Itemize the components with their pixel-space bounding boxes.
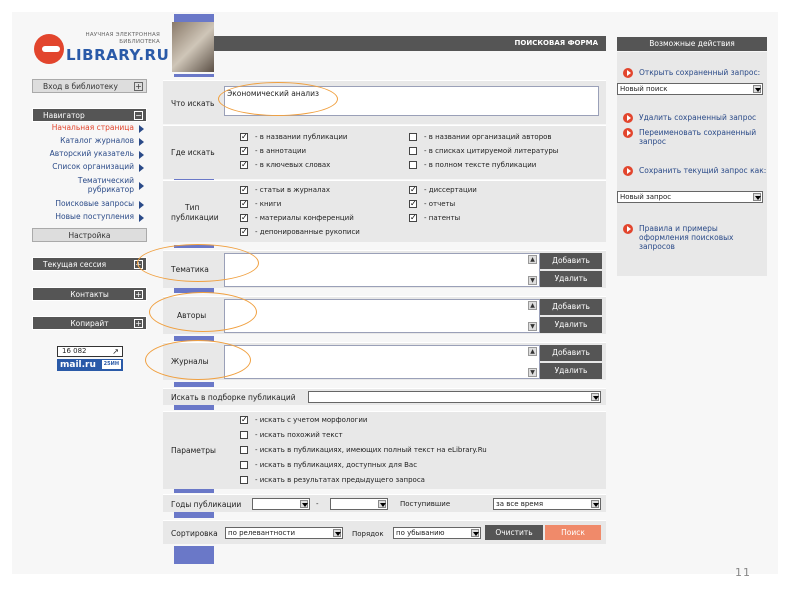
header-title: ПОИСКОВАЯ ФОРМА (514, 39, 598, 47)
query-text: Экономический анализ (227, 89, 319, 98)
search-form-header (214, 36, 606, 51)
journals-label: Журналы (171, 357, 209, 366)
param-morphology-checkbox[interactable]: ✓ (241, 415, 248, 424)
authors-add-button[interactable] (540, 299, 602, 315)
where-label: Где искать (171, 148, 215, 157)
authors-list[interactable] (224, 299, 540, 333)
type-conferences-checkbox[interactable]: ✓ (241, 213, 248, 222)
remove-label: Удалить (554, 366, 588, 375)
order-label: Порядок (352, 530, 384, 538)
scroll-down-icon[interactable]: ▼ (528, 276, 537, 285)
type-label: Тип (185, 203, 200, 212)
settings-button[interactable] (32, 228, 147, 242)
type-patents-checkbox[interactable]: ✓ (410, 213, 417, 222)
where-abstract-checkbox[interactable]: ✓ (241, 146, 248, 155)
open-saved-label: Открыть сохраненный запрос: (639, 68, 761, 77)
decor-bar (174, 512, 214, 518)
info-icon (623, 224, 633, 234)
where-option-label: - в полном тексте публикации (424, 161, 537, 169)
year-from-select[interactable] (252, 498, 310, 510)
scroll-up-icon[interactable]: ▲ (528, 347, 537, 356)
years-dash: - (316, 500, 319, 508)
collection-select[interactable] (308, 391, 601, 403)
type-reports-checkbox[interactable]: ✓ (410, 199, 417, 208)
row-authors (163, 296, 606, 334)
remove-label: Удалить (554, 320, 588, 329)
theme-remove-button[interactable] (540, 271, 602, 287)
arrow-right-icon (139, 214, 144, 222)
add-label: Добавить (552, 348, 590, 357)
where-keywords-checkbox[interactable]: ✓ (241, 160, 248, 169)
theme-label: Тематика (171, 265, 209, 274)
params-label: Параметры (171, 446, 216, 455)
mailru-badge[interactable] (57, 359, 123, 371)
where-title-checkbox[interactable]: ✓ (241, 132, 248, 141)
rename-saved-link[interactable] (623, 128, 768, 146)
settings-label: Настройка (68, 231, 111, 240)
type-manuscripts-checkbox[interactable]: ✓ (241, 227, 248, 236)
type-option-label: - книги (255, 200, 282, 208)
type-option-label: - материалы конференций (255, 214, 354, 222)
saved-query-select[interactable] (617, 83, 763, 95)
actions-header (617, 37, 767, 51)
query-textarea[interactable] (224, 86, 599, 116)
param-label: - искать в результатах предыдущего запроса (255, 476, 425, 484)
type-dissertations-checkbox[interactable]: ✓ (410, 185, 417, 194)
decor-bar (174, 489, 214, 493)
rules-label: Правила и примеры оформления поисковых запросов (639, 224, 734, 251)
scroll-down-icon[interactable]: ▼ (528, 322, 537, 331)
arrow-bullet-icon (623, 166, 633, 176)
decor-bar (174, 405, 214, 410)
chevron-down-icon (333, 529, 341, 537)
arrow-right-icon (139, 201, 144, 209)
decor-bar (174, 336, 214, 341)
save-current-label: Сохранить текущий запрос как: (639, 166, 767, 175)
copyright-label: Копирайт (70, 319, 109, 328)
session-label: Текущая сессия (43, 260, 107, 269)
header-photo (172, 22, 214, 72)
arrow-right-icon (139, 164, 144, 172)
arrow-bullet-icon (623, 68, 633, 78)
logo-top-line: НАУЧНАЯ ЭЛЕКТРОННАЯ (85, 32, 160, 38)
delete-saved-link[interactable] (623, 113, 768, 122)
navigator-header[interactable] (32, 108, 147, 122)
journals-add-button[interactable] (540, 345, 602, 361)
decor-bar (174, 288, 214, 293)
navigator-label: Навигатор (43, 111, 85, 120)
expand-icon: + (135, 260, 142, 269)
type-option-label: - статьи в журналах (255, 186, 330, 194)
journals-remove-button[interactable] (540, 363, 602, 379)
type-option-label: - патенты (424, 214, 461, 222)
mailru-count: 25ИН (103, 361, 119, 367)
arrow-right-icon (139, 182, 144, 190)
param-similar-checkbox[interactable] (240, 431, 248, 439)
clear-button[interactable] (485, 525, 543, 540)
login-button[interactable] (32, 79, 147, 93)
collapse-icon: − (135, 111, 142, 120)
param-label: - искать похожий текст (255, 431, 343, 439)
scroll-down-icon[interactable]: ▼ (528, 368, 537, 377)
contacts-button[interactable] (32, 287, 147, 301)
where-refs-checkbox[interactable] (409, 147, 417, 155)
row-theme (163, 250, 606, 288)
elibrary-logo[interactable] (34, 30, 170, 72)
where-fulltext-checkbox[interactable] (409, 161, 417, 169)
saved-query-value: Новый поиск (620, 85, 668, 93)
collection-label: Искать в подборке публикаций (171, 393, 296, 402)
where-option-label: - в ключевых словах (255, 161, 331, 169)
visitor-counter[interactable] (57, 346, 123, 357)
add-label: Добавить (552, 256, 590, 265)
row-type (163, 180, 606, 242)
nav-queries[interactable] (30, 199, 150, 211)
param-label: - искать с учетом морфологии (255, 416, 368, 424)
nav-label: Новые поступления (55, 212, 134, 221)
authors-label: Авторы (177, 311, 207, 320)
type-books-checkbox[interactable]: ✓ (241, 199, 248, 208)
arrived-label: Поступившие (400, 500, 451, 508)
nav-label: Начальная страница (51, 123, 134, 132)
what-label: Что искать (171, 99, 215, 108)
row-where (163, 125, 606, 179)
nav-rubricator[interactable] (30, 176, 150, 198)
chevron-down-icon (378, 500, 386, 508)
open-saved-link[interactable] (623, 68, 768, 77)
nav-organizations[interactable] (30, 162, 150, 174)
save-as-select[interactable] (617, 191, 763, 203)
arrow-right-icon (139, 125, 144, 133)
row-journals (163, 342, 606, 380)
arrow-right-icon (139, 138, 144, 146)
copyright-button[interactable] (32, 316, 147, 330)
arrived-value: за все время (496, 500, 544, 508)
expand-icon: + (135, 319, 142, 328)
logo-top-line-2: БИБЛИОТЕКА (119, 39, 160, 45)
scroll-up-icon[interactable]: ▲ (528, 301, 537, 310)
sort-label: Сортировка (171, 529, 218, 538)
mailru-label: mail.ru (60, 360, 96, 370)
row-years (163, 494, 606, 512)
search-label: Поиск (561, 528, 585, 537)
theme-list[interactable] (224, 253, 540, 287)
nav-journals[interactable] (30, 136, 150, 148)
where-option-label: - в названии публикации (255, 133, 348, 141)
nav-label-2: рубрикатор (87, 185, 134, 194)
chevron-down-icon (753, 193, 761, 201)
type-option-label: - диссертации (424, 186, 477, 194)
row-params (163, 411, 606, 489)
save-as-value: Новый запрос (620, 193, 672, 201)
actions-title: Возможные действия (649, 39, 735, 48)
session-button[interactable] (32, 257, 147, 271)
nav-new-arrivals[interactable] (30, 212, 150, 224)
param-fulltext-checkbox[interactable] (240, 446, 248, 454)
arrow-bullet-icon (623, 113, 633, 123)
param-previous-checkbox[interactable] (240, 476, 248, 484)
nav-authors[interactable] (30, 149, 150, 161)
contacts-label: Контакты (70, 290, 109, 299)
decor-bar (174, 382, 214, 387)
chevron-down-icon (591, 500, 599, 508)
chevron-down-icon (471, 529, 479, 537)
type-option-label: - депонированные рукописи (255, 228, 360, 236)
param-label: - искать в публикациях, доступных для Вас (255, 461, 418, 469)
chevron-down-icon (591, 393, 599, 401)
scroll-up-icon[interactable]: ▲ (528, 255, 537, 264)
journals-list[interactable] (224, 345, 540, 379)
type-label-2: публикации (171, 213, 219, 222)
sort-select[interactable] (225, 527, 343, 539)
save-current-link[interactable] (623, 166, 768, 175)
type-option-label: - отчеты (424, 200, 456, 208)
theme-add-button[interactable] (540, 253, 602, 269)
nav-home[interactable] (30, 123, 150, 135)
years-label: Годы публикации (171, 500, 242, 509)
remove-label: Удалить (554, 274, 588, 283)
delete-saved-label: Удалить сохраненный запрос (639, 113, 757, 122)
nav-label: Каталог журналов (60, 136, 134, 145)
where-orgs-checkbox[interactable] (409, 133, 417, 141)
nav-label: Авторский указатель (49, 149, 134, 158)
expand-icon: + (135, 82, 142, 91)
param-available-checkbox[interactable] (240, 461, 248, 469)
logo-name: LIBRARY.RU (66, 46, 170, 64)
row-collection (163, 388, 606, 405)
login-label: Вход в библиотеку (43, 82, 118, 91)
expand-icon: + (135, 290, 142, 299)
authors-remove-button[interactable] (540, 317, 602, 333)
arrow-bullet-icon (623, 128, 633, 138)
where-option-label: - в названии организаций авторов (424, 133, 552, 141)
rename-saved-label: Переименовать сохраненный запрос (639, 128, 757, 146)
clear-label: Очистить (495, 528, 533, 537)
order-value: по убыванию (396, 529, 445, 537)
add-label: Добавить (552, 302, 590, 311)
type-articles-checkbox[interactable]: ✓ (241, 185, 248, 194)
decor-bar (174, 546, 214, 564)
arrow-right-icon (139, 151, 144, 159)
where-option-label: - в аннотации (255, 147, 307, 155)
row-what (163, 80, 606, 124)
sort-value: по релевантности (228, 529, 296, 537)
counter-value: 16 082 (62, 347, 87, 355)
page-number: 11 (735, 566, 751, 579)
search-button[interactable] (545, 525, 601, 540)
nav-label: Поисковые запросы (55, 199, 134, 208)
counter-arrow-icon: ↗ (112, 347, 119, 356)
order-select[interactable] (393, 527, 481, 539)
chevron-down-icon (300, 500, 308, 508)
year-to-select[interactable] (330, 498, 388, 510)
param-label: - искать в публикациях, имеющих полный текст на eLibrary.Ru (255, 446, 487, 454)
decor-bar (174, 74, 214, 77)
nav-label: Тематический (77, 176, 134, 185)
arrived-select[interactable] (493, 498, 601, 510)
rules-link[interactable] (623, 224, 768, 251)
nav-label: Список организаций (52, 162, 134, 171)
chevron-down-icon (753, 85, 761, 93)
where-option-label: - в списках цитируемой литературы (424, 147, 559, 155)
decor-bar (174, 245, 214, 248)
